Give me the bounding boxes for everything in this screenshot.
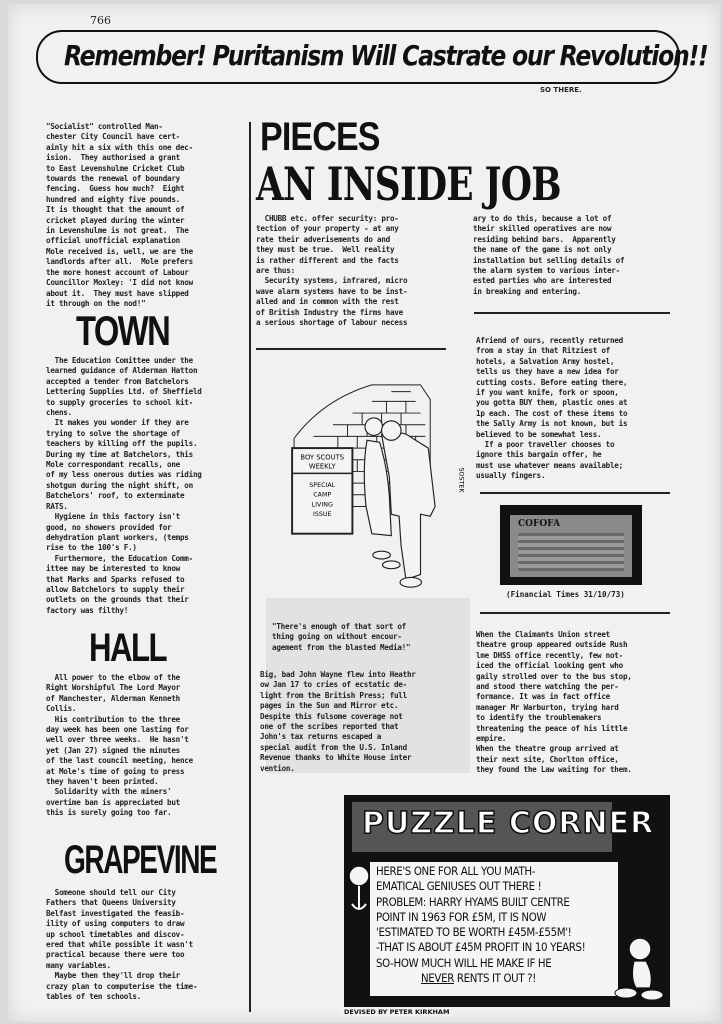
hall-heading: HALL [89,626,166,670]
text-line: CHUBB etc. offer security: pro- [256,214,399,223]
divider [256,348,446,350]
salvation-army-story [476,336,627,482]
text-line: accepted a tender from Batchelors [46,376,189,386]
text-line: It makes you wonder if they are [46,418,189,428]
text-line: Hygiene in this factory isn't [46,512,180,522]
text-line: a serious shortage of labour necess [256,318,408,328]
john-wayne-story [260,670,416,774]
text-line: practical because there were too [46,950,185,960]
text-line: and stood there watching the per- [476,682,619,692]
text-line: crazy plan to computerise the time- [46,981,198,991]
article-headline: AN INSIDE JOB [256,157,561,211]
town-heading: TOWN [76,307,170,354]
text-line: rate their adverisements do and [256,234,390,244]
cartoon-illustration [262,380,472,594]
page-number: 766 [90,14,111,27]
puzzle-line: HERE'S ONE FOR ALL YOU MATH- [376,864,536,878]
text-line: Big, bad John Wayne flew into Heathr [260,670,416,679]
text-line: lme DHSS office recently, few not- [476,650,623,660]
puzzle-credit: DEVISED BY PETER KIRKHAM [340,1008,453,1016]
puzzle-line: -THAT IS ABOUT £45M PROFIT IN 10 YEARS! [376,940,586,955]
header-aside: SO THERE. [540,86,582,94]
text-line: believed to be somewhat less. [476,429,602,439]
text-line: ility of using computers to draw [46,919,185,929]
cartoonist-signature: SOSTEK [457,467,465,493]
text-line: well over three weeks. He hasn't [46,735,189,745]
text-line: in breaking and entering. [473,286,582,296]
text-line: formance. It was in fact office [476,692,610,702]
text-line: ered that while possible it wasn't [46,940,193,950]
puzzle-line: PROBLEM: HARRY HYAMS BUILT CENTRE [376,894,570,909]
text-line: manager Mr Warburton, trying hard [476,702,619,712]
text-line: ainly hit a six with this one dec- [46,142,193,152]
intro-story [46,122,193,309]
sign-line: LIVING [311,501,333,509]
text-line: to East Levenshulme Cricket Club [46,163,185,173]
text-line: The Education Comittee under the [46,356,193,365]
text-line: theatre group appeared outside Rush [476,640,628,650]
section-kicker: PIECES [260,115,380,159]
puzzle-line: SO-HOW MUCH WILL HE MAKE IF HE [376,955,552,970]
text-line: iced the official looking gent who [476,661,623,671]
text-line: learned guidance of Alderman Hatton [46,366,198,376]
text-line: ow Jan 17 to cries of ecstatic de- [260,680,407,690]
text-line: His contribution to the three [46,714,180,724]
text-line: installation but selling details of [473,255,625,265]
clipping-heading: COFOFA [518,519,561,529]
text-line: Someone should tell our City [46,888,176,897]
text-line: the more honest account of Labour [46,267,189,277]
clipping-caption: (Financial Times 31/10/73) [506,590,625,599]
text-line: empire. [476,734,507,744]
puzzle-text [376,864,585,986]
grapevine-heading: GRAPEVINE [64,838,217,882]
text-line: factory was filthy! [46,605,129,615]
text-line: Maybe then they'll drop their [46,971,180,981]
text-line: many variables. [46,960,111,970]
puzzle-line: EMATICAL GENIUSES OUT THERE ! [376,879,542,894]
text-line: threatening the peace of his little [476,723,628,733]
text-line: hotels, a Salvation Army hostel, [476,356,615,366]
sign-line: ISSUE [313,511,332,519]
text-line: allow Batchelors to supply their [46,584,185,594]
text-line: up school timetables and discov- [46,929,185,939]
text-line: dehydration plant workers, (temps [46,532,189,542]
emphasis-word: NEVER [421,971,454,986]
text-line: When the theatre group arrived at [476,744,619,754]
text-line: they haven't been printed. [46,777,159,787]
text-line: official unofficial explanation [46,236,180,246]
text-line: Mole correspondant recalls, one [46,460,180,470]
text-line: yet (Jan 27) signed the minutes [46,745,180,755]
text-line: Collis. [46,704,77,714]
text-line: rise to the 100's F.) [46,543,137,553]
text-line: pages in the Sun and Mirror etc. [260,701,399,711]
text-line: Solidarity with the miners' [46,787,172,797]
text-line: teachers by killing off the pupils. [46,439,198,449]
puzzle-line: NEVER RENTS IT OUT ?! [421,971,536,986]
text-line: Right Worshipful The Lord Mayor [46,683,180,693]
divider [474,312,670,314]
text-line: they found the Law waiting for them. [476,765,632,775]
text-line: that Marks and Sparks refused to [46,574,185,584]
text-line: Batchelors' roof, to exterminate [46,491,185,501]
text-line: It is thought that the amount of [46,205,185,215]
text-line: Security systems, infrared, micro [256,276,408,286]
text-line: fencing. Guess how much? Eight [46,184,185,194]
sign-line: BOY SCOUTS [300,453,345,462]
cartoon-character-icon [346,864,372,924]
caption-line: thing going on without encour- [272,632,402,642]
text-line: vention. [260,763,295,773]
text-line: residing behind bars. Apparently [473,234,616,244]
text-line: Furthermore, the Education Comm- [46,553,193,563]
text-line: Belfast investigated the feasib- [46,908,185,918]
text-line: to supply groceries to school kit- [46,397,193,407]
text-line: they must be true. Well reality [256,245,395,255]
article-column-2 [473,214,624,297]
text-line: of my less onerous duties was riding [46,470,202,480]
text-line: at Mole's time of going to press [46,766,185,776]
text-line: ignore this bargain offer, he [476,450,602,460]
caption-line: "There's enough of that sort of [272,622,406,631]
cartoon-caption [272,622,410,653]
caption-line: agement from the blasted Media!" [272,642,411,652]
text-line: the name of the game is not only [473,245,612,255]
sign-line: WEEKLY [308,462,336,471]
text-line: is rather different and the facts [256,255,399,265]
header-banner-text: Remember! Puritanism Will Castrate our Revolution!! [64,39,708,72]
text-line: towards the renewal of boundary [46,174,180,184]
article-column-1 [256,214,407,328]
text-line: RATS. [46,501,68,511]
cartoon-figures [364,418,435,587]
text-line: overtime ban is appreciated but [46,797,180,807]
text-line: Councillor Moxley: 'I did not know [46,278,193,288]
sign-line: CAMP [313,491,332,499]
text-line: shotgun during the night shift, on [46,480,193,490]
text-line: Mole received is, well, we are the [46,246,193,256]
text-line: usually fingers. [476,471,546,481]
clipping-text-block [518,533,624,571]
text-line: of the last council meeting, hence [46,756,193,766]
town-story [46,356,202,616]
text-line: if you want knife, fork or spoon, [476,388,619,398]
puzzle-title: PUZZLE CORNER [362,806,655,841]
text-line: good, no showers provided for [46,522,172,532]
text-line: of Manchester, Alderman Kenneth [46,693,180,703]
text-line: cutting costs. Before eating there, [476,377,628,387]
text-line: outlets on the grounds that their [46,595,189,605]
text-line: "Socialist" controlled Man- [46,122,163,131]
text-line: tells us they have a new idea for [476,367,619,377]
text-line: Afriend of ours, recently returned [476,336,623,345]
text-line: ittee may be interested to know [46,564,180,574]
text-line: Revenue thanks to White House inter [260,753,412,763]
text-line: All power to the elbow of the [46,673,180,682]
text-line: alled and in common with the rest [256,297,399,307]
cartoon-character-icon [612,935,668,1001]
text-line: chester City Council have cert- [46,132,180,142]
text-line: their next site, Chorlton office, [476,754,619,764]
text-line: this is surely going too far. [46,808,172,818]
text-line: must use whatever means available; [476,460,623,470]
clipping-image [510,515,632,577]
text-line: their skilled operatives are now [473,224,612,234]
text-line: day week has been one lasting for [46,725,189,735]
claimants-union-story [476,630,632,776]
hall-story [46,673,193,819]
text-line: it through on the nod!" [46,298,146,308]
text-line: trying to solve the shortage of [46,428,180,438]
text-line: gaily strolled over to the bus stop, [476,671,632,681]
text-line: During my time at Batchelors, this [46,449,193,459]
text-line: light from the British Press; full [260,690,407,700]
text-line: cricket played during the winter [46,215,185,225]
text-line: in Levenshulme is not great. The [46,226,189,236]
text-line: Lettering Supplies Ltd. of Sheffield [46,387,202,397]
text-line: about it. They must have slipped [46,288,189,298]
text-line: from a stay in that Ritziest of [476,346,610,356]
text-line: hundred and eighty five pounds. [46,194,180,204]
text-line: 1p each. The cost of these items to [476,408,628,418]
text-line: ested parties who are interested [473,276,612,286]
puzzle-line: 'ESTIMATED TO BE WORTH £45M-£55M'! [376,925,572,940]
sign-line: SPECIAL [309,482,336,489]
divider [480,492,670,494]
text-line: the Sally Army is not known, but is [476,419,628,429]
text-line: ary to do this, because a lot of [473,214,612,223]
text-line: of British Industry the firms have [256,307,403,317]
text-line: tables of ten schools. [46,992,142,1002]
text-line: are thus: [256,266,295,276]
text-line: wave alarm systems have to be inst- [256,286,408,296]
column-divider [249,122,251,1012]
text-line: ision. They authorised a grant [46,153,180,163]
text-line: If a poor traveller chooses to [476,440,615,450]
text-line: special audit from the U.S. Inland [260,742,407,752]
text-line: Despite this fulsome coverage not [260,711,403,721]
text-line: you gotta BUY them, plastic ones at [476,398,628,408]
text-line: the alarm system to various inter- [473,266,620,276]
grapevine-story [46,888,197,1002]
text-line: Fathers that Queens University [46,898,176,908]
text-line: tection of your property - at any [256,224,399,234]
text-line: chens. [46,408,72,418]
text-line: one of the scribes reported that [260,722,399,732]
divider [480,612,670,614]
text-line: John's tax returns escaped a [260,732,382,742]
text-line: When the Claimants Union street [476,630,610,639]
puzzle-line: POINT IN 1963 FOR £5M, IT IS NOW [376,909,547,924]
text-line: landlords after all. Mole prefers [46,257,193,267]
text-line: to identify the troublemakers [476,713,602,723]
